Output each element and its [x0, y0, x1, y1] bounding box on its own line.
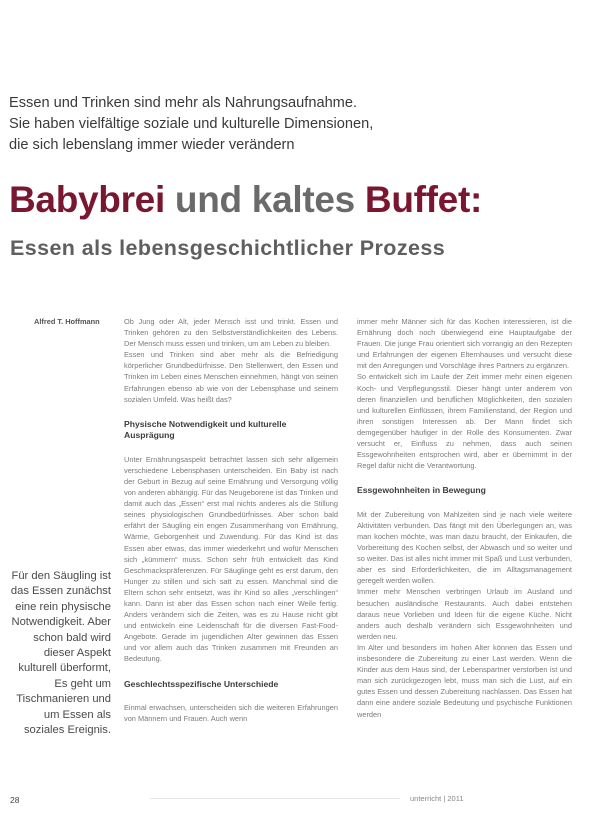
article-column-middle	[124, 316, 338, 786]
intro-line: die sich lebenslang immer wieder verändern	[9, 137, 295, 153]
page-title	[9, 178, 482, 222]
article-column-right	[357, 316, 572, 786]
intro-text	[9, 93, 429, 156]
title-part: und kaltes	[164, 179, 365, 220]
page-number: 28	[10, 795, 20, 805]
pull-quote: Für den Säugling ist das Essen zunächst eine rein physische Notwendigkeit. Aber schon bald wird dieser Aspekt kulturell überformt, Es geht um Tischmanieren und um Essen als soziales Ereignis.	[10, 570, 111, 737]
section-heading: Essgewohnheiten in Bewegung	[357, 485, 486, 496]
title-part: Buffet:	[364, 179, 482, 220]
author-name: Alfred T. Hoffmann	[34, 317, 100, 326]
paragraph: Unter Ernährungsaspekt betrachtet lassen sich sehr allgemein verschiedene Lebensphasen unterscheiden. Ein Baby ist nach der Geburt in Bezug auf seine Ernährung und Versorgung völlig von anderen abhängig. Für das Neugeborene ist das Trinken und damit auch das „Essen“ erst mal nichts anderes als die Stillung seines physiologischen Grundbedürfnisses. Aber schon bald erfährt der Säugling ein engen Zusammenhang von Ernährung, Wärme, Geborgenheit und Zuwendung. Für das Kind ist das Essen aber etwas, das immer wiederkehrt und wofür Menschen sich „kümmern“ muss. Schon sehr früh entwickelt das Kind Geschmackspräferenzen. Für Säuglinge geht es erst darum, den Hunger zu stillen und sich satt zu essen. Manchmal sind die Eltern schon sehr entsetzt, was ihr Kind so alles „verschlingen“ kann. Dann ist aber das Essen schon nach einer Weile fertig. Anders verändern sich die Zeiten, was es zu Hause nicht gibt und entwickeln eine Leidenschaft für die diversen Fast-Food-Angebote. Gerade im jugendlichen Alter gewinnen das Essen und vor allem auch das Trinken zusammen mit Freunden an Bedeutung.	[124, 454, 338, 664]
paragraph: Im Alter und besonders im hohen Alter können das Essen und insbesondere die Zubereitung zu einer Last werden. Wenn die Kinder aus dem Haus sind, der Lebenspartner verstorben ist und man sich zurückgezogen lebt, muss man sich die Lust, auf ein gutes Essen und dessen Zubereitung nachlassen. Das Essen hat dann eine andere soziale Bedeutung und psychische Funktionen werden	[357, 642, 572, 719]
intro-line: Sie haben vielfältige soziale und kulturelle Dimensionen,	[9, 116, 374, 132]
paragraph: Mit der Zubereitung von Mahlzeiten sind je nach viele weitere Aktivitäten verbunden. Das fängt mit den Überlegungen an, was man kochen möchte, was man dazu braucht, der Einkaufen, die Vorbereitung des Kochen selbst, der Abwasch und so weiter und so weiter. Das ist alles nicht immer mit Spaß und Lust verbunden, aber es sind Erforderlichkeiten, die im Alltagsmanagement geregelt werden wollen.	[357, 509, 572, 586]
paragraph: immer mehr Männer sich für das Kochen interessieren, ist die Ernährung doch noch überwiegend eine Hauptaufgabe der Frauen. Die junge Frau orientiert sich vorrangig an den Rezepten und Erfahrungen der eigenen Elternhauses und versucht diese mit den Anregungen und Vorschläge ihres Partners zu ergänzen.	[357, 317, 572, 371]
paragraph: Einmal erwachsen, unterscheiden sich die weiteren Erfahrungen von Männern und Frauen. Auch wenn	[124, 703, 338, 724]
paragraph: Ob Jung oder Alt, jeder Mensch isst und trinkt. Essen und Trinken gehören zu den Selbstverständlichkeiten des Lebens. Der Mensch muss essen und trinken, um am Leben zu bleiben.	[124, 317, 338, 349]
footer-divider	[150, 798, 400, 799]
intro-line: Essen und Trinken sind mehr als Nahrungsaufnahme.	[9, 95, 358, 111]
section-heading: Physische Notwendigkeit und kulturelle Ausprägung	[124, 418, 287, 441]
section-heading: Geschlechtsspezifische Unterschiede	[124, 678, 279, 689]
title-part: Babybrei	[9, 179, 165, 220]
paragraph: So entwickelt sich im Laufe der Zeit immer mehr einen eigenen Koch- und Verpflegungsstil. Dieser hängt unter anderem von deren finanziellen und beruflichen Möglichkeiten, den sozialen und kulturellen Einflüssen, ihrem Familienstand, der Region und ihren sonstigen Interessen ab. Der Mann findet sich demgegenüber häufiger in der Rolle des Konsumenten. Zwar versucht er, Einfluss zu nehmen, dass auch seinen Essgewohnheiten entsprochen wird, aber er übernimmt in der Regel dafür nicht die Verantwortung.	[357, 372, 572, 471]
page-subtitle: Essen als lebensgeschichtlicher Prozess	[10, 236, 446, 260]
paragraph: Immer mehr Menschen verbringen Urlaub im Ausland und besuchen ausländische Restaurants. Auch dabei entstehen daraus neue Vorlieben und Ideen für die eigene Küche. Nicht anders auch deshalb verändern sich Essgewohnheiten und werden neu.	[357, 587, 572, 641]
paragraph: Essen und Trinken sind aber mehr als die Befriedigung körperlicher Grundbedürfnisse. Den Stellenwert, den Essen und Trinken im Leben eines Menschen einnehmen, hängt von seinen Erfahrungen ebenso ab wie von der Lebensphase und seinem sozialen Umfeld. Was heißt das?	[124, 350, 338, 404]
magazine-footer: unterricht | 2011	[410, 794, 464, 803]
